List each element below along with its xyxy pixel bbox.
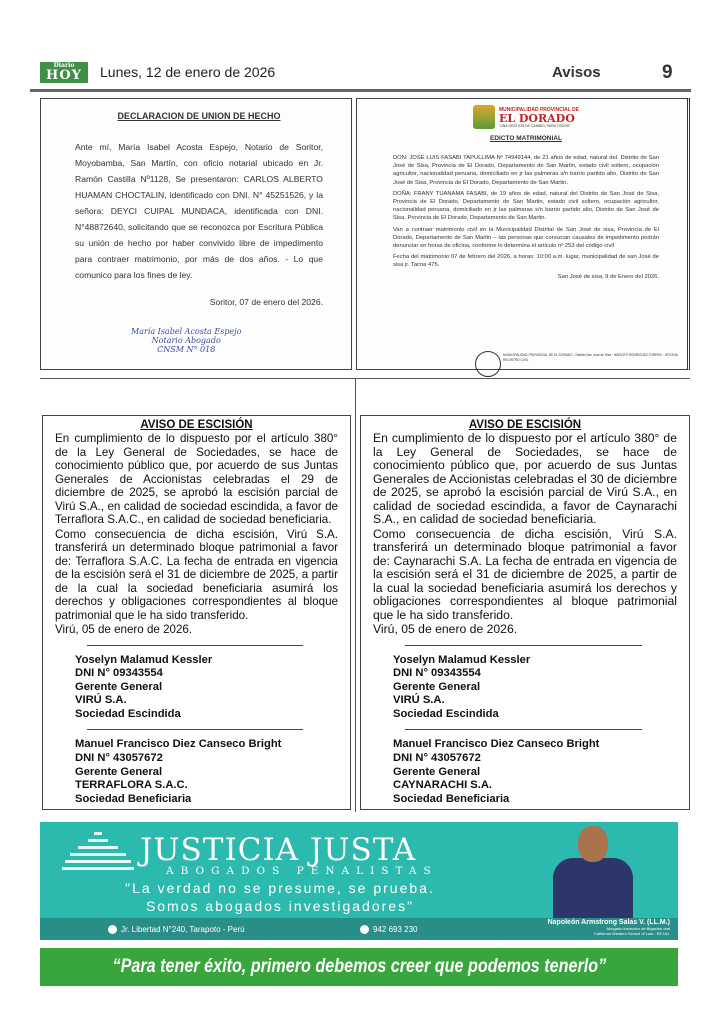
- notice-paragraph: Como consecuencia de dicha escisión, Virú S.A. transferirá un determinado bloque patrimonial a favor de: Terraflora S.A.C. La fecha de entrada en vigencia de la escisión será el 31 de diciembre de 2025, a partir de la cual la sociedad beneficiaria asumirá los derechos y obligaciones correspondientes al bloque patrimonial que le ha sido transferido.: [55, 527, 338, 622]
- ad-brand: JUSTICIA JUSTA: [140, 832, 417, 868]
- signer-capacity: Sociedad Beneficiaria: [393, 792, 510, 805]
- logo-line: MUNICIPALIDAD PROVINCIAL DE: [498, 106, 580, 113]
- page-number: 9: [662, 62, 673, 83]
- ad-contact-bar: [40, 918, 678, 940]
- notice-title: AVISO DE ESCISIÓN: [468, 419, 582, 431]
- signer-dni: DNI N° 43057672: [393, 752, 481, 765]
- escision-notice-terraflora: [42, 415, 351, 810]
- edicto-paragraph: DON: JOSE LUIS FASABI TAPULLIMA Nº 74949144, de 21 años de edad, natural del. Distrito de San José de Sisa, Provincia de El Dorado, Departamento de San Martin, estado civil soltero, ocupación agricultor, nacionalidad peruana, domiciliado en jr las palmeras s/n barrio partido alto, Distrito de San José de Sisa, Provincia de El Dorado, Departamento de San Martin.: [393, 155, 659, 186]
- signer-name: Yoselyn Malamud Kessler: [393, 653, 531, 666]
- logo-slogan: "UNA GESTION DE CAMBIO, PARA TODOS": [498, 123, 571, 128]
- lawyer-name: Napoleón Armstrong Salas V. (LL.M.): [547, 919, 670, 926]
- signer-role: Gerente General: [75, 680, 163, 693]
- union-notice: [40, 98, 352, 370]
- municipality-logo: [393, 105, 659, 129]
- signature-block: [55, 654, 338, 722]
- signer-company: VIRÚ S.A.: [393, 694, 445, 707]
- divider: [40, 378, 690, 379]
- signer-role: Gerente General: [393, 680, 481, 693]
- header-rule: [30, 89, 691, 92]
- lawyer-credential: California Western School of Law - EE.UU.: [594, 931, 670, 936]
- logo-line: EL DORADO: [498, 111, 575, 125]
- union-title: DECLARACION DE UNION DE HECHO: [117, 111, 281, 121]
- edicto-paragraph: Van a contraer matrimonio civil en la Municipalidad Distrital de San José de sisa, Provincia de El Dorado, Departamento de San Martin – las personas que conozcan causales de impedimento podrán denunciar en horas de oficina, conforme lo determina el articulo nº 253 del código civil: [393, 226, 659, 250]
- ad-subtitle: ABOGADOS PENALISTAS: [166, 865, 438, 877]
- signature-line: [405, 729, 642, 730]
- edicto-place-date: San José de sisa, 9 de Enero del 2026.: [557, 273, 659, 280]
- signer-name: Manuel Francisco Diez Canseco Bright: [75, 738, 282, 751]
- signer-company: VIRÚ S.A.: [75, 694, 127, 707]
- signer-dni: DNI N° 09343554: [393, 667, 481, 680]
- location-pin-icon: [108, 925, 117, 934]
- edicto-paragraph: DOÑA: FRANY TUANAMA FASABI, de 19 años de edad, natural del Distrito de San José de Sisa, Provincia de El Dorado, Departamento de San Martin, estado civil soltero, ocupación agricultor, nacionalidad peruana, domiciliado en jr las palmeras s/n barrio partido alto, Distrito de San José de Sisa, Provincia de El Dorado, Departamento de San Martin.: [393, 190, 659, 222]
- section-title: Avisos: [552, 64, 601, 81]
- column-divider: [355, 378, 356, 812]
- notice-place-date: Virú, 05 de enero de 2026.: [373, 622, 518, 636]
- notice-title: AVISO DE ESCISIÓN: [140, 419, 253, 431]
- law-firm-advertisement: [40, 822, 678, 940]
- signature-block: [373, 738, 677, 806]
- signer-role: Gerente General: [75, 765, 163, 778]
- signer-company: TERRAFLORA S.A.C.: [75, 779, 188, 792]
- stamp-line: CNSM N° 018: [157, 345, 216, 354]
- signer-dni: DNI N° 09343554: [75, 667, 163, 680]
- stamp-line: María Isabel Acosta Espejo: [131, 327, 242, 336]
- edicto-title: EDICTO MATRIMONIAL: [490, 135, 562, 142]
- phone-icon: [360, 925, 369, 934]
- signature-block: [373, 654, 677, 722]
- notice-paragraph: En cumplimiento de lo dispuesto por el artículo 380° de la Ley General de Sociedades, se hace de conocimiento público que, por acuerdo de sus Juntas Generales de Accionistas celebradas el 29 de diciembre de 2025, se aprobó la escisión parcial de Virú S.A., en calidad de sociedad escindida, a favor de Terraflora S.A.C., en calidad de sociedad beneficiaria.: [55, 432, 338, 526]
- logo-small: Diario: [53, 62, 75, 69]
- seal-icon: [475, 351, 501, 377]
- ad-quote: [110, 879, 450, 915]
- signer-dni: DNI N° 43057672: [75, 752, 163, 765]
- signature-line: [405, 645, 642, 646]
- signer-capacity: Sociedad Escindida: [75, 707, 181, 720]
- quote-line: Somos abogados investigadores": [145, 898, 415, 914]
- signer-capacity: Sociedad Escindida: [393, 707, 499, 720]
- edicto-notice: [356, 98, 690, 370]
- steps-logo-icon: [62, 832, 134, 874]
- signer-name: Manuel Francisco Diez Canseco Bright: [393, 738, 600, 751]
- lawyer-credential: Abogado instructor de litigación oral: [606, 926, 670, 931]
- seal-text: MUNICIPALIDAD PROVINCIAL DE EL DORADO · Distrito San José de Sisa · NARVITH RODRIGUEZ TORRES · OFICINA REGISTRO CIVIL: [503, 353, 678, 362]
- union-body: Ante mí, María Isabel Acosta Espejo, Notario de Soritor, Moyobamba, San Martín, con oficio notarial ubicado en Jr. Ramón Castilla Nº1128, Se presentaron: CARLOS ALBERTO HUAMAN CHOCTALIN, identificado con DNI. N° 45251526, y la señora: DEYCI CUIPAL MUNDACA, identificada con DNI. N°48872640, solicitando que se reconozca por Escritura Pública su unión de hecho por haber convivido libre de impedimento para contraer matrimonio, por más de dos años. - Lo que comunico para los fines de ley.: [75, 142, 323, 280]
- issue-date: Lunes, 12 de enero de 2026: [100, 64, 276, 80]
- notice-paragraph: Como consecuencia de dicha escisión, Virú S.A. transferirá un determinado bloque patrimonial a favor de: Caynarachi S.A. La fecha de entrada en vigencia de la escisión será el 31 de diciembre de 2025, a partir de la cual la sociedad beneficiaria asumirá los derechos y obligaciones correspondientes al bloque patrimonial que le ha sido transferido.: [373, 526, 677, 622]
- notary-stamp: [131, 327, 241, 354]
- signer-name: Yoselyn Malamud Kessler: [75, 653, 213, 666]
- ad-phone: 942 693 230: [373, 925, 418, 934]
- logo-big: HOY: [46, 68, 82, 83]
- banner-text: “Para tener éxito, primero debemos creer que podemos tenerlo”: [112, 956, 606, 977]
- newspaper-logo: [40, 62, 88, 83]
- signer-role: Gerente General: [393, 765, 481, 778]
- quote-line: "La verdad no se presume, se prueba.: [125, 880, 435, 896]
- signature-line: [87, 729, 303, 730]
- municipality-shield-icon: [473, 105, 495, 129]
- notice-place-date: Virú, 05 de enero de 2026.: [55, 623, 193, 636]
- union-place-date: Soritor, 07 de enero del 2026.: [209, 297, 323, 307]
- stamp-line: Notario Abogado: [151, 336, 221, 345]
- lawyer-photo: [545, 826, 640, 919]
- ad-address: Jr. Libertad N°240, Tarapoto - Perú: [121, 925, 245, 934]
- signature-line: [87, 645, 303, 646]
- motivational-quote-banner: [40, 948, 678, 986]
- signer-company: CAYNARACHI S.A.: [393, 779, 493, 792]
- signature-block: [55, 738, 338, 806]
- signer-capacity: Sociedad Beneficiaria: [75, 792, 192, 805]
- notice-paragraph: En cumplimiento de lo dispuesto por el artículo 380° de la Ley General de Sociedades, se hace de conocimiento público que, por acuerdo de sus Juntas Generales de Accionistas celebradas el 30 de diciembre de 2025, se aprobó la escisión parcial de Virú S.A., en calidad de sociedad escindida, a favor de Caynarachi S.A., en calidad de sociedad beneficiaria.: [373, 431, 677, 526]
- escision-notice-caynarachi: [360, 415, 690, 810]
- edicto-paragraph: Fecha del matrimonio 07 de febrero del 2026, a horas: 10:00 a.m. lugar, municipalidad de san José de sisa jr. Tacna 475.: [393, 254, 659, 269]
